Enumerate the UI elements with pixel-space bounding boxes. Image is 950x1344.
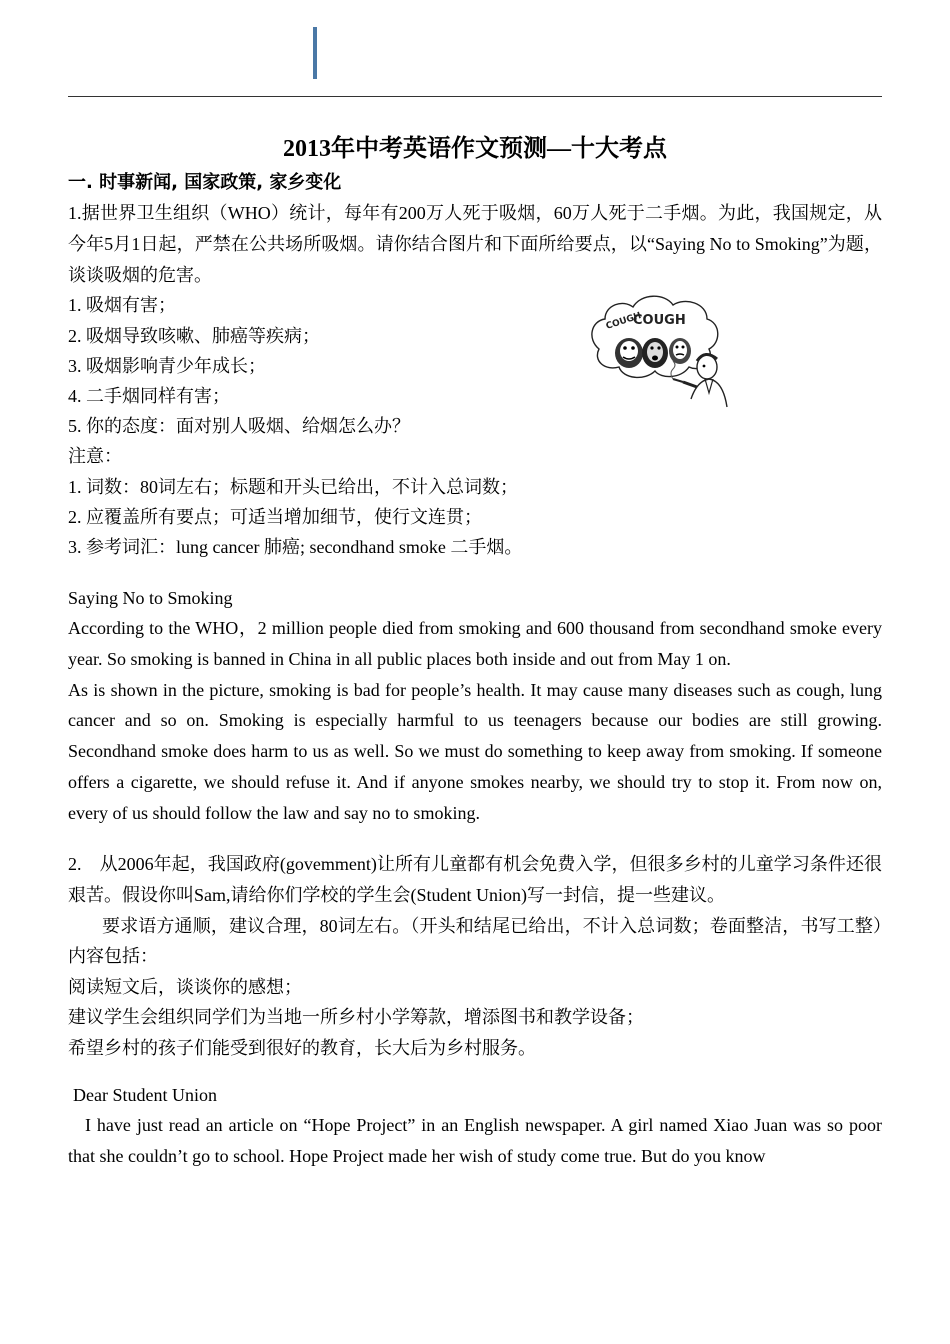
- task2-intro: 2. 从2006年起，我国政府(govemment)让所有儿童都有机会免费入学，但很多乡村的儿童学习条件还很艰苦。假设你叫Sam,请给你们学校的学生会(Student Union)写一封信，提一些建议。: [68, 854, 882, 905]
- task1-note: 1. 词数：80词左右；标题和开头已给出，不计入总词数；: [68, 476, 518, 497]
- task2-point: 希望乡村的孩子们能受到很好的教育，长大后为乡村服务。: [68, 1037, 536, 1058]
- essay-paragraph: As is shown in the picture, smoking is bad for people’s health. It may cause many diseases such as cough, lung cancer and so on. Smoking is especially harmful to us teenagers because our bodies are still growing. Secondhand smoke does harm to us as well. So we must do something to keep away from smoking. If someone offers a cigarette, we should refuse it. And if anyone smokes nearby, we should try to stop it. From now on, every of us should follow the law and say no to smoking.: [68, 679, 882, 823]
- task1-point: 2. 吸烟导致咳嗽、肺癌等疾病；: [68, 325, 320, 346]
- task1-point: 4. 二手烟同样有害；: [68, 386, 230, 406]
- essay-paragraph: According to the WHO，2 million people died from smoking and 600 thousand from secondhand smoke every year. So smoking is banned in China in all public places both inside and out from May 1 on.: [68, 617, 882, 669]
- task1-point: 3. 吸烟影响青少年成长；: [68, 355, 266, 376]
- task1-point: 5. 你的态度：面对别人吸烟、给烟怎么办？: [68, 416, 410, 437]
- essay-title: Saying No to Smoking: [68, 587, 233, 608]
- page-title: 2013年中考英语作文预测—十大考点: [283, 136, 667, 162]
- task1-intro: 1.据世界卫生组织（WHO）统计，每年有200万人死于吸烟，60万人死于二手烟。为此，我国规定，从今年5月1日起，严禁在公共场所吸烟。请你结合图片和下面所给要点，以“Saying No to Smoking”为题，谈谈吸烟的危害。: [68, 203, 882, 285]
- task1-note: 3. 参考词汇：lung cancer 肺癌; secondhand smoke 二手烟。: [68, 537, 523, 558]
- task1-note: 2. 应覆盖所有要点；可适当增加细节，使行文连贯；: [68, 506, 482, 527]
- task1-notes-label: 注意：: [68, 446, 122, 467]
- coughing-faces: [615, 338, 691, 368]
- cough-text-large: COUGH: [633, 313, 686, 328]
- letter-body: I have just read an article on “Hope Project” in an English newspaper. A girl named Xiao Juan was so poor that she couldn’t go to school. Hope Project made her wish of study come true. But do you know: [68, 1115, 882, 1166]
- section-heading: 一. 时事新闻, 国家政策, 家乡变化: [68, 172, 342, 193]
- header-rule: [68, 96, 882, 97]
- task2-point: 建议学生会组织同学们为当地一所乡村小学筹款，增添图书和教学设备；: [68, 1007, 644, 1028]
- task2-requirements: 要求语方通顺，建议合理，80词左右。（开头和结尾已给出，不计入总词数；卷面整洁，书写工整）内容包括：: [68, 915, 882, 967]
- header-accent-bar: [313, 27, 317, 79]
- spacer: [68, 562, 882, 583]
- task1-point: 1. 吸烟有害；: [68, 295, 176, 316]
- smoking-cough-illustration: [585, 287, 733, 409]
- document-content: [68, 130, 882, 1172]
- cough-text-small: COUGH: [604, 311, 643, 332]
- letter-salutation: Dear Student Union: [73, 1084, 217, 1105]
- spacer: [68, 1063, 882, 1080]
- spacer: [68, 829, 882, 850]
- task2-point: 阅读短文后，谈谈你的感想；: [68, 977, 302, 998]
